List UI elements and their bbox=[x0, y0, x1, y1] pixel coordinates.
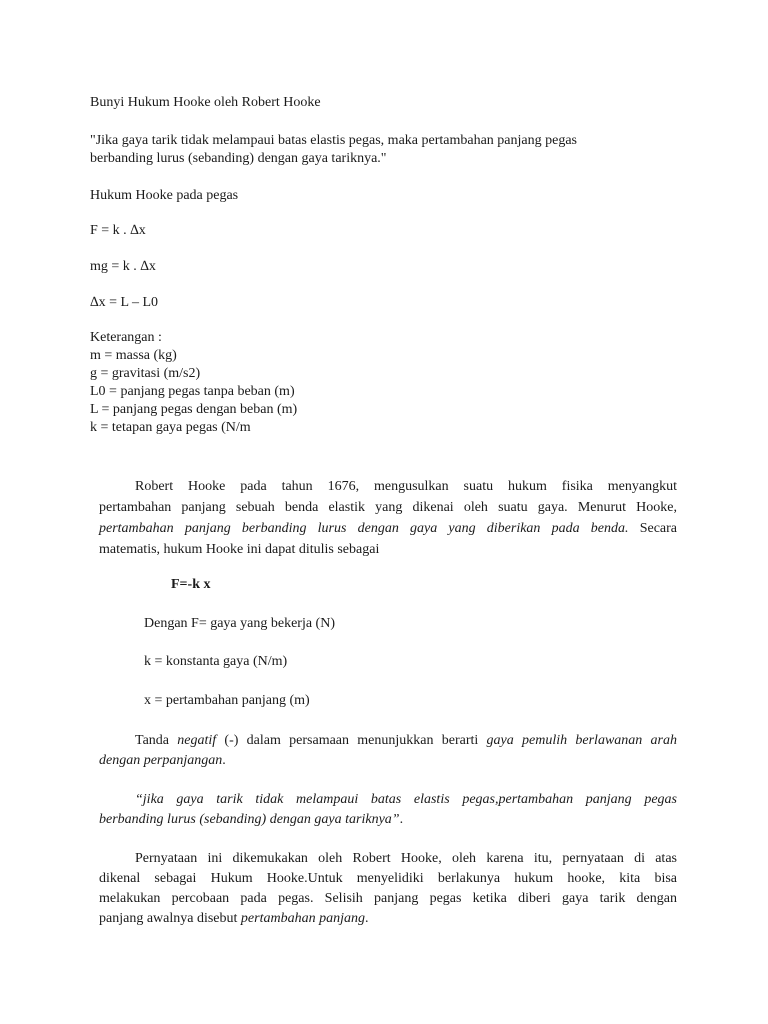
legend-item: m = massa (kg) bbox=[90, 348, 177, 363]
definition-x: x = pertambahan panjang (m) bbox=[144, 693, 310, 708]
paragraph-line bbox=[99, 731, 677, 751]
definition-f: Dengan F= gaya yang bekerja (N) bbox=[144, 616, 335, 631]
quote-top bbox=[90, 132, 577, 168]
paragraph-3 bbox=[99, 849, 677, 929]
paragraph-text: . bbox=[399, 812, 404, 827]
legend-item: g = gravitasi (m/s2) bbox=[90, 366, 201, 381]
italic-text: dengan perpanjangan bbox=[99, 753, 223, 768]
quote-top-line: "Jika gaya tarik tidak melampaui batas elastis pegas, maka pertambahan panjang pegas bbox=[90, 133, 577, 148]
formula-text: F=-k x bbox=[171, 577, 211, 592]
quote-paragraph bbox=[99, 790, 677, 830]
paragraph-text: . bbox=[364, 911, 369, 926]
paragraph-line: melakukan percobaan pada pegas. Selisih panjang pegas ketika diberi gaya tarik dengan bbox=[99, 891, 677, 906]
paragraph-line bbox=[99, 810, 677, 830]
definition-k: k = konstanta gaya (N/m) bbox=[144, 654, 288, 669]
paragraph-line bbox=[99, 909, 677, 929]
paragraph-text: . bbox=[222, 753, 226, 768]
italic-text: “jika gaya tarik tidak melampaui batas elastis pegas,pertambahan panjang pegas bbox=[135, 792, 677, 807]
quote-top-line: berbanding lurus (sebanding) dengan gaya tariknya." bbox=[90, 151, 387, 166]
paragraph-2 bbox=[99, 731, 677, 771]
italic-text: berbanding lurus (sebanding) dengan gaya tariknya” bbox=[99, 812, 400, 827]
paragraph-line bbox=[99, 751, 677, 771]
doc-title: Bunyi Hukum Hooke oleh Robert Hooke bbox=[90, 95, 321, 110]
paragraph-line: matematis, hukum Hooke ini dapat ditulis sebagai bbox=[99, 542, 380, 557]
paragraph-line: dikenal sebagai Hukum Hooke.Untuk menyelidiki berlakunya hukum hooke, kita bisa bbox=[99, 871, 677, 886]
italic-text: negatif bbox=[177, 733, 217, 748]
legend-block bbox=[90, 329, 297, 437]
italic-text: pertambahan panjang bbox=[240, 911, 365, 926]
formula bbox=[171, 576, 210, 594]
paragraph-line: pertambahan panjang sebuah benda elastik yang dikenai oleh suatu gaya. Menurut Hooke, bbox=[99, 500, 677, 515]
paragraph-text: Tanda bbox=[135, 733, 178, 748]
paragraph-text: Secara bbox=[628, 521, 677, 536]
paragraph-line bbox=[99, 518, 677, 539]
equation-1: F = k . ∆x bbox=[90, 223, 146, 238]
legend-heading: Keterangan : bbox=[90, 330, 162, 345]
legend-item: L = panjang pegas dengan beban (m) bbox=[90, 402, 298, 417]
paragraph-text: panjang awalnya disebut bbox=[99, 911, 241, 926]
legend-item: L0 = panjang pegas tanpa beban (m) bbox=[90, 384, 295, 399]
subheading: Hukum Hooke pada pegas bbox=[90, 188, 239, 203]
paragraph-line bbox=[99, 790, 677, 810]
paragraph-line: Pernyataan ini dikemukakan oleh Robert Hooke, oleh karena itu, pernyataan di atas bbox=[135, 851, 677, 866]
paragraph-line: Robert Hooke pada tahun 1676, mengusulkan suatu hukum fisika menyangkut bbox=[135, 479, 677, 494]
paragraph-text: (-) dalam persamaan menunjukkan berarti bbox=[216, 733, 487, 748]
legend-item: k = tetapan gaya pegas (N/m bbox=[90, 420, 251, 435]
italic-text: pertambahan panjang berbanding lurus dengan gaya yang diberikan pada benda. bbox=[99, 521, 629, 536]
equation-2: mg = k . ∆x bbox=[90, 259, 156, 274]
paragraph-1 bbox=[99, 476, 677, 560]
equation-3: ∆x = L – L0 bbox=[90, 295, 159, 310]
italic-text: gaya pemulih berlawanan arah bbox=[486, 733, 677, 748]
